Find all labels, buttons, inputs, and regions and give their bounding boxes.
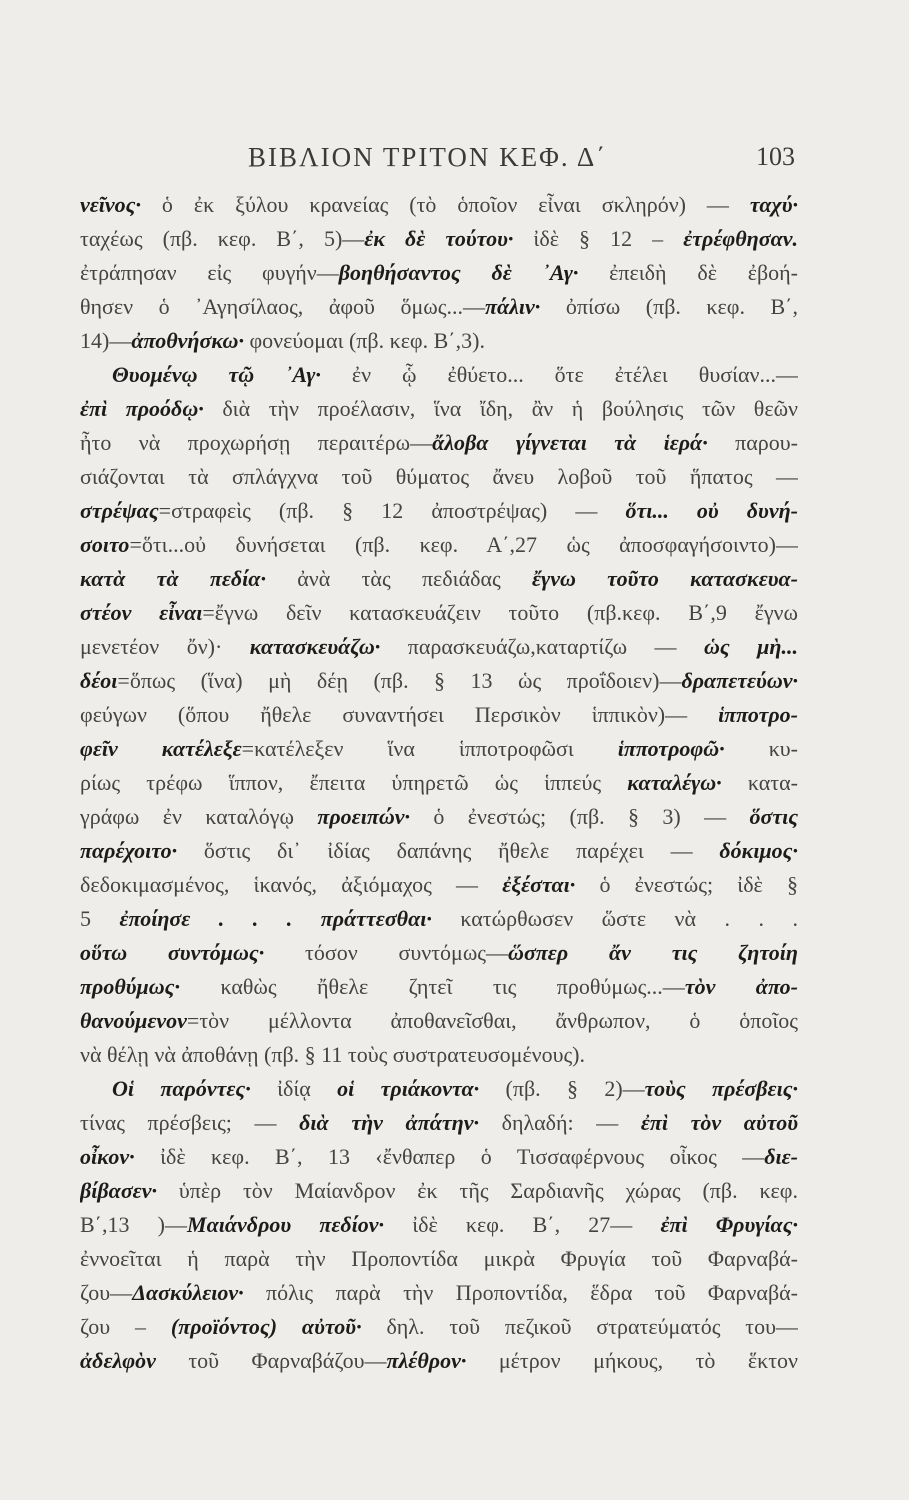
gloss-text: γράφω ἐν καταλόγῳ (80, 804, 318, 829)
text-line (80, 732, 798, 766)
gloss-text: φεύγων (ὅπου ἤθελε συναντήσει Περσικὸν ἱππικὸν)— (80, 702, 719, 727)
text-line (80, 188, 798, 222)
gloss-text: =τὸν μέλλοντα ἀποθανεῖσθαι, ἄνθρωπον, ὁ ὁποῖος (186, 1008, 798, 1033)
lemma: Οἱ παρόντες· (112, 1076, 251, 1101)
text-line (80, 834, 798, 868)
lemma: τὸν ἀπο- (684, 974, 798, 999)
lemma: βίβασεν· (80, 1178, 157, 1203)
gloss-text: ἐν ᾧ ἐθύετο... ὅτε ἐτέλει θυσίαν...— (320, 362, 798, 387)
text-line (80, 562, 798, 596)
gloss-text: καθὼς ἤθελε ζητεῖ τις προθύμως...— (180, 974, 685, 999)
lemma: δραπετεύων· (681, 668, 798, 693)
gloss-text: παρου- (707, 430, 798, 455)
text-line (80, 324, 798, 358)
lemma: στρέψας (80, 498, 159, 523)
gloss-text: ζου – (80, 1314, 171, 1339)
gloss-text: παρασκευάζω,καταρτίζω — (380, 634, 705, 659)
lemma: θανούμενον (80, 1008, 187, 1033)
lemma: δόκιμος· (719, 838, 798, 863)
text-line (80, 392, 798, 426)
gloss-text: =ἔγνω δεῖν κατασκευάζειν τοῦτο (πβ.κεφ. Β΄,9 ἔγνω (202, 600, 798, 625)
text-line (80, 596, 798, 630)
lemma: ὡς μὴ... (704, 634, 798, 659)
lemma: ἄλοβα γίγνεται τὰ ἱερά· (432, 430, 708, 455)
page-number: 103 (756, 142, 795, 171)
lemma: προειπών· (317, 804, 411, 829)
gloss-text: ζου— (80, 1280, 133, 1305)
gloss-text: =ὅπως (ἵνα) μὴ δέῃ (πβ. § 13 ὡς προΐδοιεν)— (117, 668, 682, 693)
lemma: ὥσπερ ἄν τις ζητοίη (508, 940, 798, 965)
gloss-text: ἰδὲ § 12 – (513, 226, 684, 251)
gloss-text: μενετέον ὄν)· (80, 634, 250, 659)
text-line (80, 664, 798, 698)
gloss-text: κυ- (724, 736, 798, 761)
gloss-text: ἀνὰ τὰς πεδιάδας (265, 566, 533, 591)
lemma: πλέθρον· (386, 1348, 467, 1373)
text-line (80, 902, 798, 936)
gloss-text: (πβ. § 2)— (479, 1076, 645, 1101)
lemma: δέοι (80, 668, 118, 693)
gloss-text: =κατέλεξεν ἵνα ἱπποτροφῶσι (241, 736, 618, 761)
lemma: βοηθήσαντος δὲ ᾿Αγ· (338, 260, 579, 285)
lemma: ἐτρέφθησαν. (683, 226, 798, 251)
lemma: Θυομένῳ τῷ ᾿Αγ· (112, 362, 321, 387)
gloss-text: θησεν ὁ ᾿Αγησίλαος, ἀφοῦ ὅμως...— (80, 294, 485, 319)
lemma: ἐπὶ προόδῳ· (80, 396, 204, 421)
lemma: σοιτο (80, 532, 130, 557)
lemma: ἀποθνήσκω· (131, 328, 244, 353)
gloss-text: τόσον συντόμως— (264, 940, 509, 965)
gloss-text: σιάζονται τὰ σπλάγχνα τοῦ θύματος ἄνευ λοβοῦ τοῦ ἥπατος — (80, 464, 798, 489)
text-line (80, 290, 798, 324)
gloss-text: Β΄,13 )— (80, 1212, 188, 1237)
gloss-text: ρίως τρέφω ἵππον, ἔπειτα ὑπηρετῶ ὡς ἱππεύς (80, 770, 628, 795)
lemma: κατασκευάζω· (249, 634, 381, 659)
text-line (80, 1140, 798, 1174)
lemma: πάλιν· (484, 294, 541, 319)
text-line (80, 868, 798, 902)
text-line (80, 256, 798, 290)
text-line (80, 222, 798, 256)
gloss-text: =στραφεὶς (πβ. § 12 ἀποστρέψας) — (158, 498, 626, 523)
text-line (80, 528, 798, 562)
text-line (80, 800, 798, 834)
text-line (80, 766, 798, 800)
gloss-text: δηλ. τοῦ πεζικοῦ στρατεύματός του— (361, 1314, 798, 1339)
gloss-text: ταχέως (πβ. κεφ. Β΄, 5)— (80, 226, 365, 251)
gloss-text: ἰδίᾳ (250, 1076, 338, 1101)
text-line (80, 1310, 798, 1344)
lemma: (προϊόντος) αὐτοῦ· (170, 1314, 362, 1339)
lemma: ἱπποτροφῶ· (617, 736, 725, 761)
lemma: τοὺς πρέσβεις· (644, 1076, 798, 1101)
text-line (80, 426, 798, 460)
gloss-text: τοῦ Φαρναβάζου— (155, 1348, 387, 1373)
gloss-text: κατώρθωσεν ὥστε νὰ . . . (431, 906, 798, 931)
text-line (80, 1344, 798, 1378)
gloss-text: ἰδὲ κεφ. Β΄, 13 ‹ἔνθαπερ ὁ Τισσαφέρνους οἶκος — (134, 1144, 765, 1169)
gloss-text: νὰ θέλῃ νὰ ἀποθάνῃ (πβ. § 11 τοὺς συστρατευσομένους). (80, 1042, 586, 1067)
gloss-text: φονεύομαι (πβ. κεφ. Β΄,3). (243, 328, 485, 353)
text-line (80, 460, 798, 494)
gloss-text: δηλαδή: — (479, 1110, 641, 1135)
text-line (80, 494, 798, 528)
lemma: οἱ τριάκοντα· (337, 1076, 480, 1101)
lemma: στέον εἶναι (80, 600, 203, 625)
text-line (80, 1072, 798, 1106)
lemma: παρέχοιτο· (80, 838, 178, 863)
lemma: κατὰ τὰ πεδία· (80, 566, 266, 591)
lemma: καταλέγω· (627, 770, 722, 795)
text-line (80, 936, 798, 970)
gloss-text: ὑπὲρ τὸν Μαίανδρον ἐκ τῆς Σαρδιανῆς χώρας (πβ. κεφ. (156, 1178, 798, 1203)
lemma: Μαιάνδρου πεδίον· (187, 1212, 385, 1237)
lemma: ἐπὶ Φρυγίας· (660, 1212, 798, 1237)
lemma: ἐπὶ τὸν αὐτοῦ (640, 1110, 798, 1135)
lemma: ἀδελφὸν (80, 1348, 156, 1373)
lemma: προθύμως· (80, 974, 180, 999)
gloss-text: ἐπειδὴ δὲ ἐβοή- (578, 260, 798, 285)
gloss-text: διὰ τὴν προέλασιν, ἵνα ἴδη, ἂν ἡ βούλησις τῶν θεῶν (203, 396, 798, 421)
text-line (80, 1276, 798, 1310)
gloss-text: 14)— (80, 328, 132, 353)
gloss-text: ἐννοεῖται ἡ παρὰ τὴν Προποντίδα μικρὰ Φρυγία τοῦ Φαρναβά- (80, 1246, 798, 1271)
gloss-text: ἦτο νὰ προχωρήσῃ περαιτέρω— (80, 430, 433, 455)
commentary-text (80, 188, 798, 1378)
gloss-text: ἐτράπησαν εἰς φυγήν— (80, 260, 339, 285)
text-line (80, 1004, 798, 1038)
gloss-text: ὅστις δι᾿ ἰδίας δαπάνης ἤθελε παρέχει — (177, 838, 720, 863)
gloss-text: 5 (80, 906, 120, 931)
text-line (80, 1174, 798, 1208)
gloss-text: ἰδὲ κεφ. Β΄, 27— (384, 1212, 661, 1237)
gloss-text: κατα- (721, 770, 798, 795)
lemma: ὅτι... οὐ δυνή- (625, 498, 798, 523)
text-line (80, 358, 798, 392)
text-line (80, 630, 798, 664)
gloss-text: ὁ ἐκ ξύλου κρανείας (τὸ ὁποῖον εἶναι σκληρόν) — (140, 192, 750, 217)
lemma: ἐκ δὲ τούτου· (364, 226, 514, 251)
lemma: ἐποίησε . . . πράττεσθαι· (119, 906, 432, 931)
text-line (80, 1106, 798, 1140)
lemma: ταχύ· (749, 192, 798, 217)
lemma: ὅστις (749, 804, 798, 829)
lemma: φεῖν κατέλεξε (80, 736, 242, 761)
text-line (80, 1208, 798, 1242)
text-line (80, 1038, 798, 1072)
lemma: ἔγνω τοῦτο κατασκευα- (532, 566, 798, 591)
gloss-text: ὁ ἐνεστώς; ἰδὲ § (575, 872, 798, 897)
lemma: οἶκον· (80, 1144, 135, 1169)
page-header (0, 142, 909, 182)
gloss-text: μέτρον μήκους, τὸ ἕκτον (466, 1348, 798, 1373)
lemma: ἐξέσται· (502, 872, 576, 897)
lemma: ἱπποτρο- (718, 702, 798, 727)
gloss-text: πόλις παρὰ τὴν Προποντίδα, ἕδρα τοῦ Φαρναβά- (243, 1280, 798, 1305)
lemma: νεῖνος· (80, 192, 141, 217)
text-line (80, 970, 798, 1004)
lemma: οὕτω συντόμως· (80, 940, 265, 965)
gloss-text: ὁ ἐνεστώς; (πβ. § 3) — (410, 804, 750, 829)
text-line (80, 1242, 798, 1276)
lemma: διὰ τὴν ἀπάτην· (299, 1110, 479, 1135)
text-line (80, 698, 798, 732)
gloss-text: τίνας πρέσβεις; — (80, 1110, 300, 1135)
gloss-text: δεδοκιμασμένος, ἱκανός, ἀξιόμαχος — (80, 872, 503, 897)
gloss-text: =ὅτι...οὐ δυνήσεται (πβ. κεφ. Α΄,27 ὡς ἀποσφαγήσοιντο)— (129, 532, 798, 557)
gloss-text: ὀπίσω (πβ. κεφ. Β΄, (540, 294, 798, 319)
lemma: διε- (764, 1144, 798, 1169)
running-head: ΒΙΒΛΙΟΝ ΤΡΙΤΟΝ ΚΕΦ. Δ΄ (248, 142, 608, 172)
lemma: Δασκύλειον· (132, 1280, 244, 1305)
